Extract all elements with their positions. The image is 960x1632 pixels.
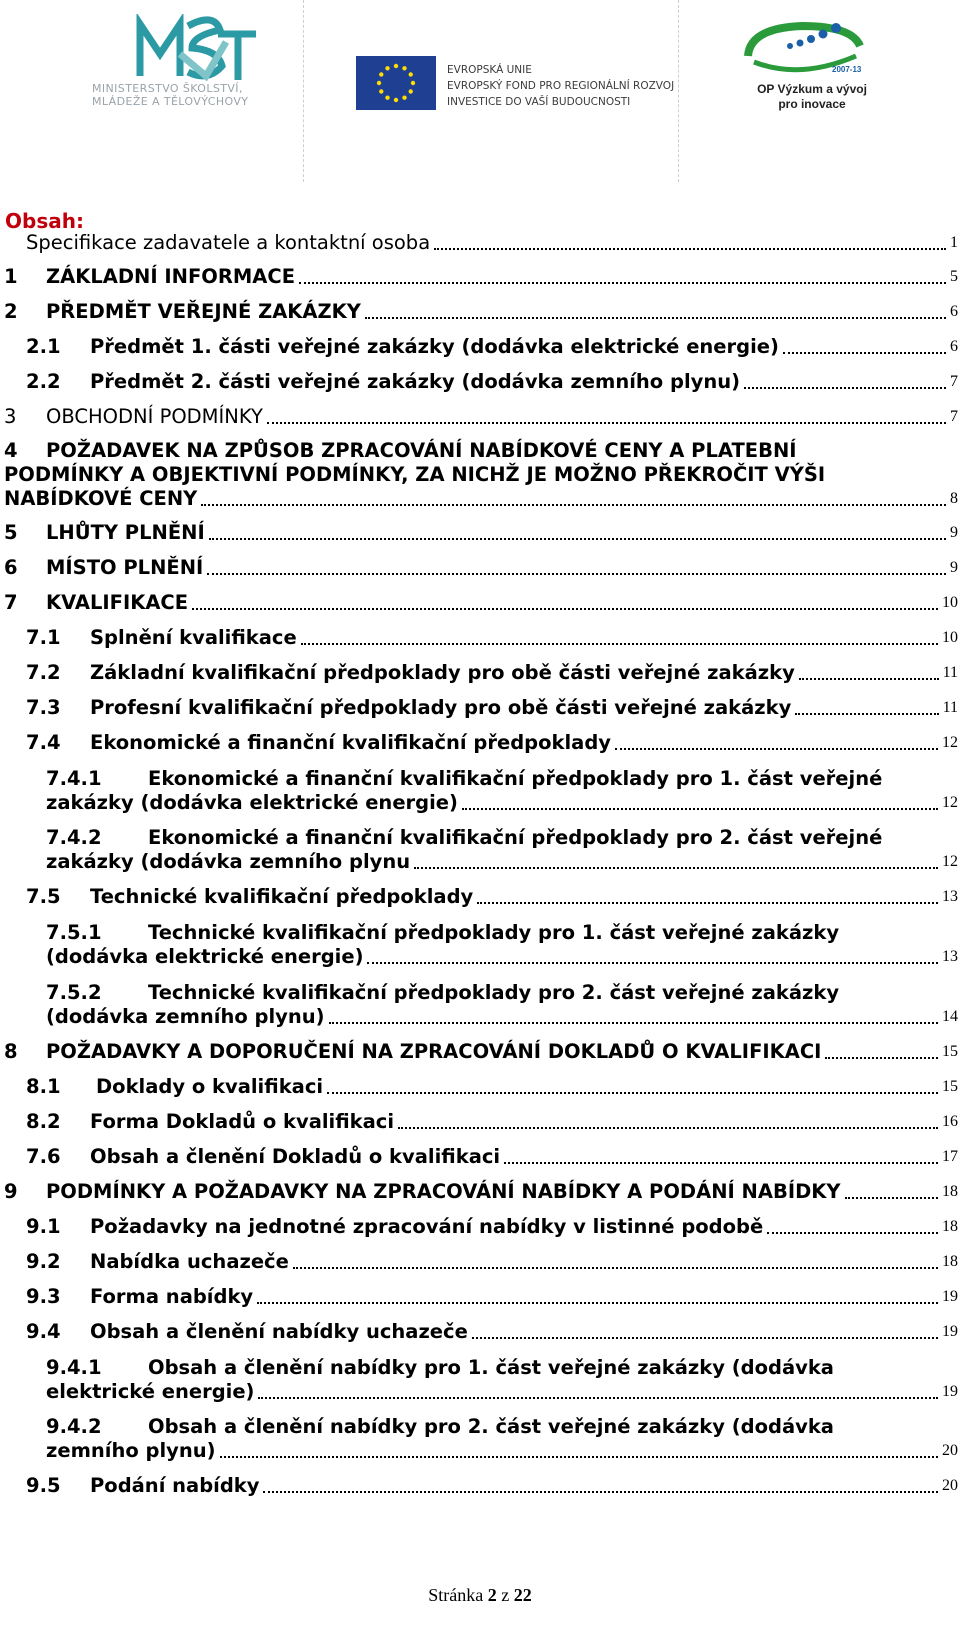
toc-entry-title: (dodávka zemního plynu) <box>46 1005 325 1028</box>
eu-flag-icon <box>356 56 436 110</box>
toc-leader-dots <box>825 1057 938 1059</box>
eu-star-icon <box>379 72 383 76</box>
toc-page-number: 18 <box>942 1218 958 1235</box>
eu-star-icon <box>409 72 413 76</box>
toc-page-number: 13 <box>942 888 958 905</box>
eu-star-icon <box>377 81 381 85</box>
toc-entry-title: PŘEDMĚT VEŘEJNÉ ZAKÁZKY <box>46 300 361 323</box>
toc-leader-dots <box>220 1456 938 1458</box>
toc-entry-title: Předmět 2. části veřejné zakázky (dodávka zemního plynu) <box>90 370 741 393</box>
toc-entry-title: Specifikace zadavatele a kontaktní osoba <box>26 231 431 254</box>
logo-bar <box>0 0 960 190</box>
toc-leader-dots <box>799 678 939 680</box>
toc-entry-number: 3 <box>4 405 17 428</box>
toc-page-number: 9 <box>950 559 958 576</box>
toc-leader-dots <box>327 1092 938 1094</box>
op-years: 2007-13 <box>832 65 862 74</box>
toc-leader-dots <box>367 962 938 964</box>
eu-star-icon <box>379 89 383 93</box>
toc-page-number: 12 <box>942 853 958 870</box>
toc-page-number: 15 <box>942 1078 958 1095</box>
toc-entry-title: LHŮTY PLNĚNÍ <box>46 521 205 544</box>
toc-entry-title: zakázky (dodávka elektrické energie) <box>46 791 458 814</box>
toc-entry-title: Základní kvalifikační předpoklady pro obě části veřejné zakázky <box>90 661 795 684</box>
toc-leader-dots <box>201 504 946 506</box>
toc-page-number: 17 <box>942 1148 958 1165</box>
toc-entry-number: 2 <box>4 300 18 323</box>
eu-star-icon <box>402 96 406 100</box>
toc-page-number: 20 <box>942 1442 958 1459</box>
toc-leader-dots <box>329 1022 938 1024</box>
toc-entry-title: Forma Dokladů o kvalifikaci <box>90 1110 395 1133</box>
eu-star-icon <box>385 96 389 100</box>
toc-leader-dots <box>207 573 946 575</box>
toc-entry-title: Obsah a členění nabídky pro 1. část veřejné zakázky (dodávka <box>148 1356 834 1379</box>
toc-entry-number: 7.2 <box>26 661 61 684</box>
toc-page-number: 11 <box>942 699 958 716</box>
toc-leader-dots <box>477 902 938 904</box>
logo-divider <box>303 0 304 182</box>
toc-leader-dots <box>504 1162 938 1164</box>
toc-leader-dots <box>398 1127 938 1129</box>
toc-leader-dots <box>434 248 946 250</box>
toc-entry-number: 1 <box>4 265 18 288</box>
toc-leader-dots <box>267 422 946 424</box>
toc-entry-title: zakázky (dodávka zemního plynu <box>46 850 411 873</box>
toc-page-number: 7 <box>950 373 958 390</box>
toc-entry-title: Podání nabídky <box>90 1474 260 1497</box>
eu-star-icon <box>394 98 398 102</box>
toc-page-number: 15 <box>942 1043 958 1060</box>
toc-entry-title: zemního plynu) <box>46 1439 216 1462</box>
toc-page-number: 20 <box>942 1477 958 1494</box>
eu-star-icon <box>411 81 415 85</box>
toc-entry-title: Technické kvalifikační předpoklady pro 1. část veřejné zakázky <box>148 921 840 944</box>
toc-page-number: 16 <box>942 1113 958 1130</box>
toc-entry-title: MÍSTO PLNĚNÍ <box>46 556 204 579</box>
toc-entry-number: 9.1 <box>26 1215 61 1238</box>
toc-entry-number: 7.1 <box>26 626 61 649</box>
toc-entry-number: 9.4.2 <box>46 1415 102 1438</box>
toc-entry-number: 8 <box>4 1040 18 1063</box>
toc-entry-number: 4 <box>4 439 18 462</box>
toc-entry-title: Ekonomické a finanční kvalifikační předpoklady pro 2. část veřejné <box>148 826 883 849</box>
toc-page-number: 8 <box>950 490 958 507</box>
toc-page-number: 12 <box>942 794 958 811</box>
toc-page-number: 13 <box>942 948 958 965</box>
toc-entry-title: (dodávka elektrické energie) <box>46 945 364 968</box>
toc-entry-number: 9 <box>4 1180 18 1203</box>
msmt-caption: MINISTERSTVO ŠKOLSTVÍ, MLÁDEŽE A TĚLOVÝCHOVY <box>92 82 249 108</box>
toc-leader-dots <box>462 808 938 810</box>
toc-page-number: 9 <box>950 524 958 541</box>
toc-entry-title: Splnění kvalifikace <box>90 626 297 649</box>
toc-entry-title: PODMÍNKY A OBJEKTIVNÍ PODMÍNKY, ZA NICHŽ JE MOŽNO PŘEKROČIT VÝŠI <box>4 463 826 486</box>
logo-divider <box>678 0 679 182</box>
toc-page-number: 12 <box>942 734 958 751</box>
toc-leader-dots <box>414 867 938 869</box>
toc-page-number: 6 <box>950 338 958 355</box>
toc-leader-dots <box>615 748 938 750</box>
toc-leader-dots <box>257 1302 938 1304</box>
toc-entry-number: 9.2 <box>26 1250 61 1273</box>
eu-star-icon <box>402 66 406 70</box>
toc-leader-dots <box>293 1267 938 1269</box>
toc-page-number: 18 <box>942 1183 958 1200</box>
toc-leader-dots <box>795 713 938 715</box>
toc-entry-title: elektrické energie) <box>46 1380 255 1403</box>
toc-leader-dots <box>301 643 938 645</box>
toc-entry-title: Obsah a členění nabídky uchazeče <box>90 1320 468 1343</box>
toc-entry-title: POŽADAVEK NA ZPŮSOB ZPRACOVÁNÍ NABÍDKOVÉ CENY A PLATEBNÍ <box>46 439 797 462</box>
toc-page-number: 19 <box>942 1383 958 1400</box>
toc-page-number: 19 <box>942 1288 958 1305</box>
toc-entry-title: PODMÍNKY A POŽADAVKY NA ZPRACOVÁNÍ NABÍDKY A PODÁNÍ NABÍDKY <box>46 1180 841 1203</box>
toc-entry-title: Forma nabídky <box>90 1285 254 1308</box>
toc-leader-dots <box>263 1491 938 1493</box>
op-caption: OP Výzkum a vývoj pro inovace <box>757 82 867 111</box>
toc-leader-dots <box>472 1337 938 1339</box>
toc-page-number: 14 <box>942 1008 958 1025</box>
toc-entry-number: 7 <box>4 591 18 614</box>
toc-entry-title: ZÁKLADNÍ INFORMACE <box>46 265 296 288</box>
page-footer: Stránka 2 z 22 <box>428 1585 532 1605</box>
toc-heading: Obsah: <box>5 209 84 233</box>
eu-star-icon <box>385 66 389 70</box>
toc-entry-number: 9.5 <box>26 1474 61 1497</box>
toc-entry-number: 2.2 <box>26 370 61 393</box>
toc-entry-number: 5 <box>4 521 18 544</box>
toc-entry-title: Technické kvalifikační předpoklady <box>90 885 474 908</box>
toc-entry-title: Ekonomické a finanční kvalifikační předpoklady <box>90 731 611 754</box>
toc-entry-title: POŽADAVKY A DOPORUČENÍ NA ZPRACOVÁNÍ DOKLADŮ O KVALIFIKACI <box>46 1040 822 1063</box>
eu-star-icon <box>409 89 413 93</box>
toc-entry-number: 8.1 <box>26 1075 61 1098</box>
toc-entry-title: OBCHODNÍ PODMÍNKY <box>46 405 263 428</box>
toc-entry-title: Profesní kvalifikační předpoklady pro obě části veřejné zakázky <box>90 696 792 719</box>
toc-entry-number: 7.5.2 <box>46 981 102 1004</box>
toc-entry-title: KVALIFIKACE <box>46 591 189 614</box>
toc-entry-number: 9.4 <box>26 1320 61 1343</box>
toc-entry-number: 7.3 <box>26 696 61 719</box>
toc-entry-title: Ekonomické a finanční kvalifikační předpoklady pro 1. část veřejné <box>148 767 883 790</box>
toc-entry-number: 7.6 <box>26 1145 61 1168</box>
toc-entry-number: 9.4.1 <box>46 1356 102 1379</box>
toc-leader-dots <box>744 387 946 389</box>
toc-page-number: 11 <box>942 664 958 681</box>
toc-leader-dots <box>258 1397 938 1399</box>
toc-entry-number: 6 <box>4 556 18 579</box>
toc-page-number: 10 <box>942 629 958 646</box>
toc-entry-number: 8.2 <box>26 1110 61 1133</box>
toc-page-number: 5 <box>950 268 958 285</box>
toc-entry-number: 9.3 <box>26 1285 61 1308</box>
toc-page-number: 10 <box>942 594 958 611</box>
toc-entry-title: Obsah a členění nabídky pro 2. část veřejné zakázky (dodávka <box>148 1415 834 1438</box>
toc-leader-dots <box>845 1197 938 1199</box>
toc-leader-dots <box>767 1232 938 1234</box>
toc-entry-number: 7.5.1 <box>46 921 102 944</box>
toc-entry-title: NABÍDKOVÉ CENY <box>4 487 198 510</box>
toc-page-number: 1 <box>950 234 958 251</box>
toc-leader-dots <box>783 352 946 354</box>
toc-page-number: 18 <box>942 1253 958 1270</box>
toc-entry-title: Nabídka uchazeče <box>90 1250 289 1273</box>
eu-star-icon <box>394 64 398 68</box>
toc-entry-number: 7.5 <box>26 885 61 908</box>
toc-entry-title: Předmět 1. části veřejné zakázky (dodávka elektrické energie) <box>90 335 779 358</box>
toc-entry-number: 7.4.1 <box>46 767 102 790</box>
toc-entry-title: Obsah a členění Dokladů o kvalifikaci <box>90 1145 501 1168</box>
eu-caption: EVROPSKÁ UNIE EVROPSKÝ FOND PRO REGIONÁLNÍ ROZVOJ INVESTICE DO VAŠÍ BUDOUCNOSTI <box>447 64 675 108</box>
toc-leader-dots <box>192 608 938 610</box>
toc-entry-number: 2.1 <box>26 335 61 358</box>
toc-entry-title: Požadavky na jednotné zpracování nabídky v listinné podobě <box>90 1215 764 1238</box>
toc-entry-number: 7.4 <box>26 731 61 754</box>
toc-entry-title: Doklady o kvalifikaci <box>96 1075 324 1098</box>
toc-page-number: 6 <box>950 303 958 320</box>
toc-entry-number: 7.4.2 <box>46 826 102 849</box>
toc-entry-title: Technické kvalifikační předpoklady pro 2. část veřejné zakázky <box>148 981 840 1004</box>
toc-page-number: 7 <box>950 408 958 425</box>
toc-leader-dots <box>209 538 946 540</box>
toc-page-number: 19 <box>942 1323 958 1340</box>
toc-leader-dots <box>365 317 946 319</box>
toc-leader-dots <box>299 282 946 284</box>
